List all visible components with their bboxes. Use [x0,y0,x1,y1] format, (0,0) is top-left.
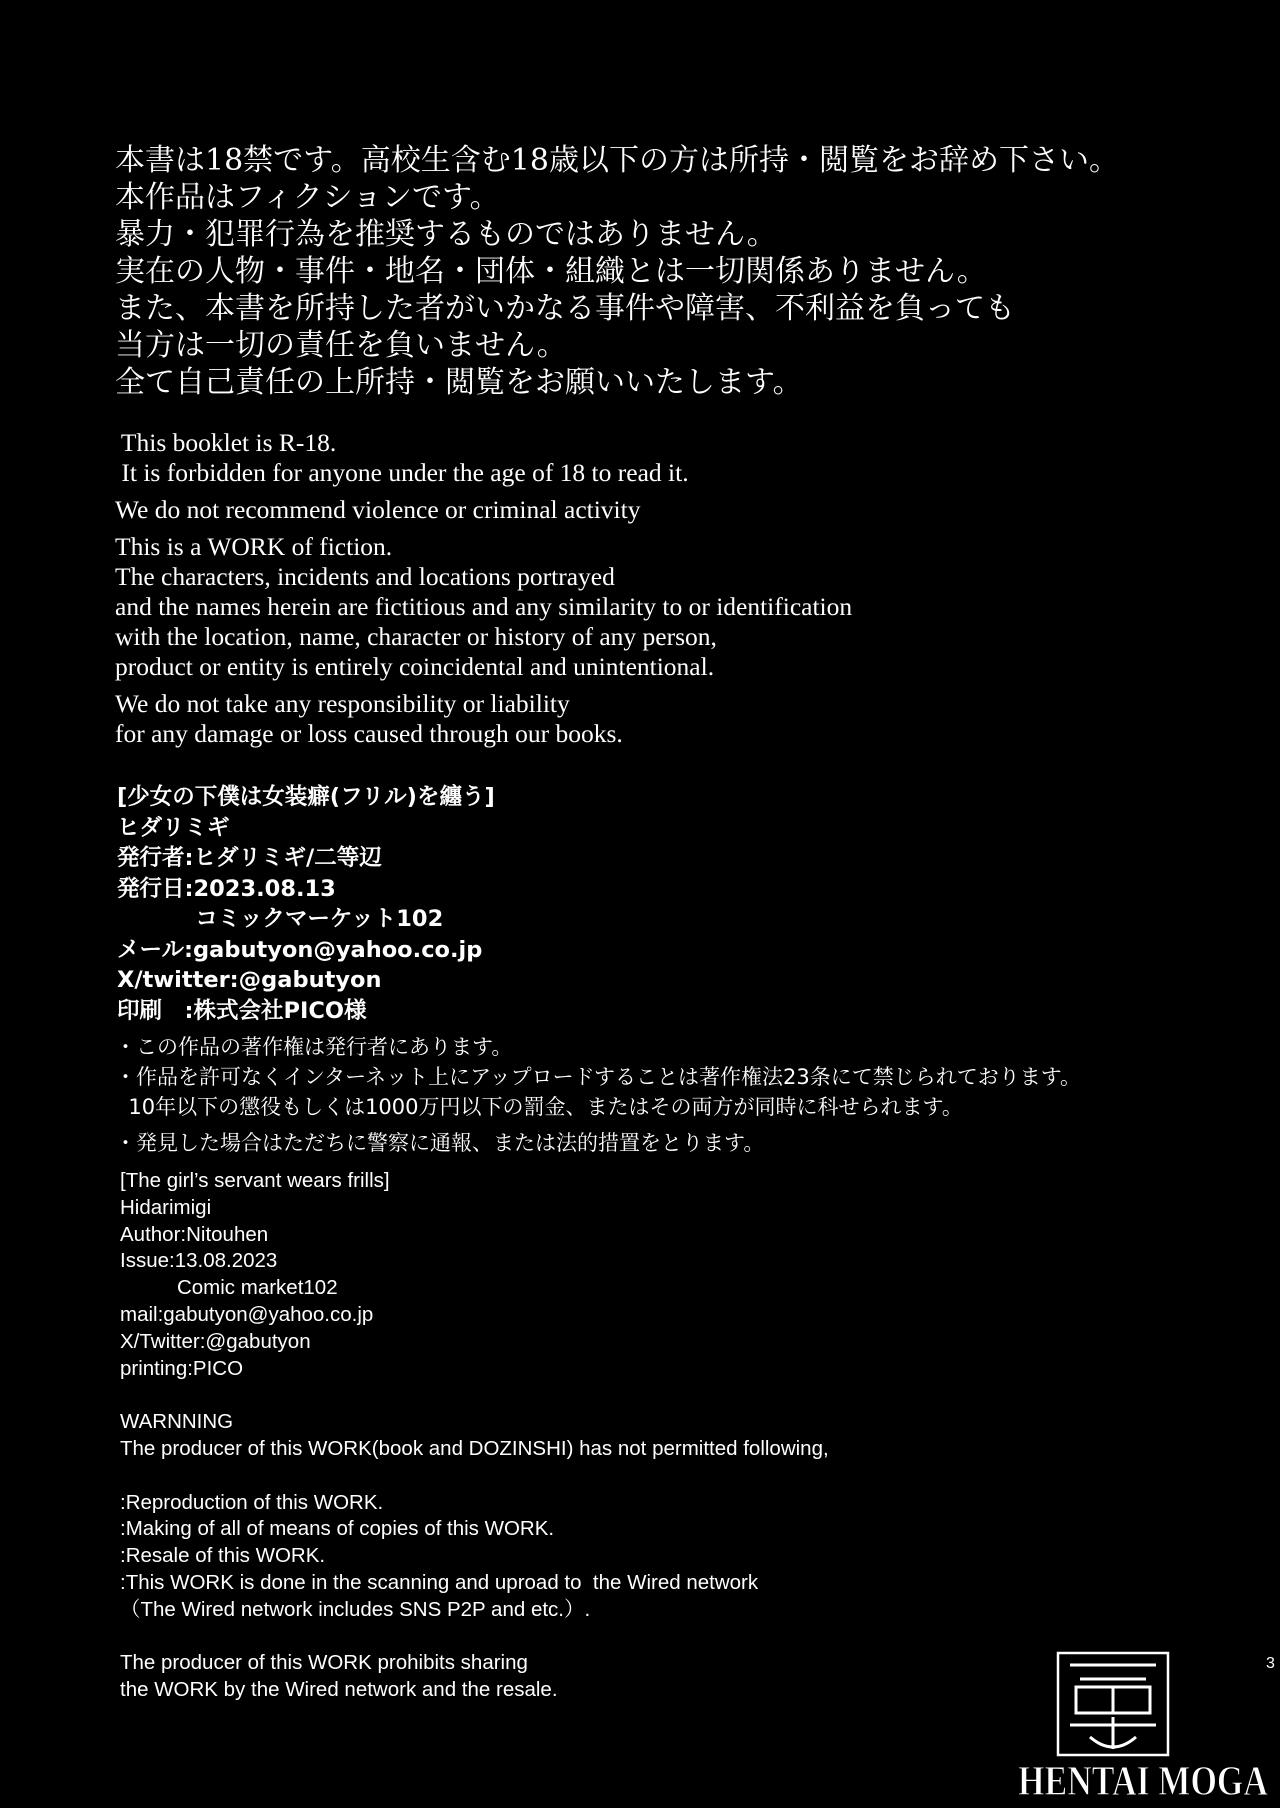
copyright-line: ・作品を許可なくインターネット上にアップロードすることは著作権法23条にて禁じられております。 [115,1065,1082,1089]
en-notice-line: The characters, incidents and locations portrayed [115,562,615,591]
en-notice-line: This booklet is R-18. [115,428,337,457]
japanese-copyright-notice [115,1032,1081,1158]
copyright-line: ・発見した場合はただちに警察に通報、または法的措置をとります。 [115,1131,765,1155]
printer-jp: 印刷 :株式会社PICO様 [117,997,367,1024]
jp-notice-line: 全て自己責任の上所持・閲覧をお願いいたします。 [115,365,803,400]
warning-item: :This WORK is done in the scanning and uproad to the Wired network [120,1570,759,1594]
jp-notice-line: 本作品はフィクションです。 [115,180,500,215]
copyright-line: 10年以下の懲役もしくは1000万円以下の罰金、またはその両方が同時に科せられます。 [115,1095,963,1119]
kanji-seal-logo-icon [1058,1653,1168,1755]
en-notice-line: We do not recommend violence or criminal activity [115,495,641,524]
warning-item: :Resale of this WORK. [120,1544,326,1568]
twitter-jp: X/twitter:@gabutyon [117,967,382,993]
publisher-jp: 発行者:ヒダリミギ/二等辺 [117,845,382,871]
warning-item: :Reproduction of this WORK. [120,1490,384,1514]
page-number: 3 [1266,1655,1275,1672]
closing-line: The producer of this WORK prohibits sharing [120,1651,528,1675]
warning-item: （The Wired network includes SNS P2P and etc.）. [120,1597,591,1621]
jp-notice-line: 当方は一切の責任を負いません。 [115,328,567,363]
watermark-logo [1010,1645,1280,1808]
event-jp: コミックマーケット102 [117,906,444,932]
issue-date-en: Issue:13.08.2023 [120,1249,278,1273]
warning-intro: The producer of this WORK(book and DOZINSHI) has not permitted following, [120,1436,829,1460]
warning-item: :Making of all of means of copies of this WORK. [120,1517,555,1541]
event-en: Comic market102 [120,1276,338,1300]
book-title-jp: [少女の下僕は女装癖(フリル)を纏う] [117,784,495,810]
closing-line: the WORK by the Wired network and the resale. [120,1678,558,1702]
twitter-en: X/Twitter:@gabutyon [120,1329,311,1353]
en-notice-line: with the location, name, character or history of any person, [115,622,717,651]
en-notice-line: for any damage or loss caused through our books. [115,719,623,748]
japanese-colophon [117,782,495,1026]
en-notice-line: product or entity is entirely coincidental and unintentional. [115,652,715,681]
watermark-text: HENTAI MOGA [1018,1759,1269,1805]
jp-notice-line: 本書は18禁です。高校生含む18歳以下の方は所持・閲覧をお辞め下さい。 [115,143,1119,178]
author-en: Author:Nitouhen [120,1222,269,1246]
en-notice-line: This is a WORK of fiction. [115,532,393,561]
jp-notice-line: 暴力・犯罪行為を推奨するものではありません。 [115,217,777,252]
japanese-disclaimer [115,142,1119,401]
circle-name-en: Hidarimigi [120,1195,212,1219]
issue-date-jp: 発行日:2023.08.13 [117,875,336,902]
book-title-en: [The girl’s servant wears frills] [120,1169,390,1192]
warning-title: WARNNING [120,1410,234,1434]
en-notice-line: We do not take any responsibility or liability [115,689,570,718]
copyright-line: ・この作品の著作権は発行者にあります。 [115,1035,513,1059]
circle-name-jp: ヒダリミギ [117,814,230,841]
english-colophon [120,1168,829,1704]
email-jp: メール:gabutyon@yahoo.co.jp [117,936,483,963]
email-en: mail:gabutyon@yahoo.co.jp [120,1302,374,1326]
jp-notice-line: 実在の人物・事件・地名・団体・組織とは一切関係ありません。 [115,254,987,289]
en-notice-line: It is forbidden for anyone under the age of 18 to read it. [115,458,689,487]
english-disclaimer [115,428,852,749]
printer-en: printing:PICO [120,1356,244,1380]
jp-notice-line: また、本書を所持した者がいかなる事件や障害、不利益を負っても [115,291,1015,326]
en-notice-line: and the names herein are fictitious and any similarity to or identification [115,592,853,621]
